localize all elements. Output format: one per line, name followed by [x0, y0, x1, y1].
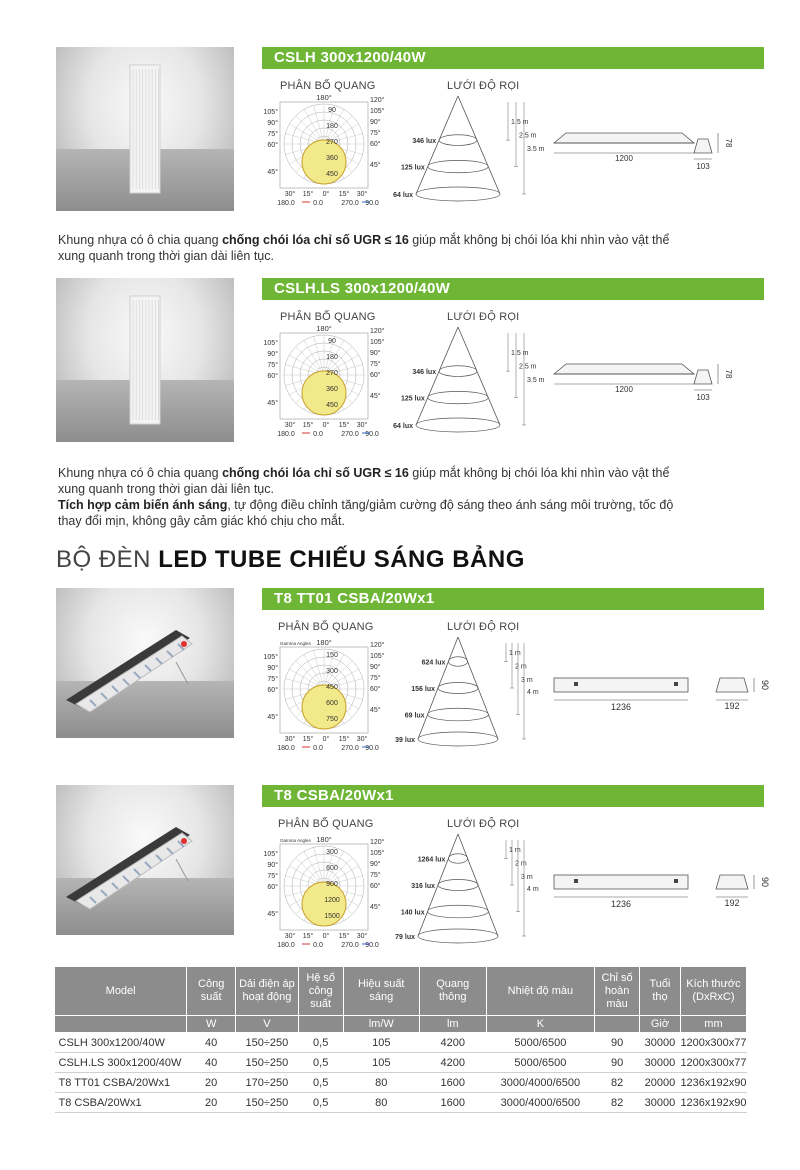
polar-angle-right: 90°: [370, 861, 381, 868]
polar-scale-value: 300: [326, 668, 338, 675]
lux-value: 316 lux: [411, 883, 435, 890]
table-cell: 82: [595, 1093, 640, 1113]
table-cell: 3000/4000/6500: [486, 1073, 595, 1093]
spec-table: [54, 966, 747, 1113]
column-header: Công suất: [187, 967, 236, 1016]
polar-angle-bottom: 15°: [302, 736, 314, 743]
sensor-feature: Tích hợp cảm biến ánh sáng: [58, 498, 228, 512]
table-cell: 20000: [640, 1073, 681, 1093]
table-cell: 80: [343, 1073, 419, 1093]
polar-angle-right: 90°: [370, 664, 381, 671]
lux-value: 39 lux: [395, 737, 415, 744]
polar-scale-value: 180: [326, 123, 338, 130]
unit-cell: K: [486, 1016, 595, 1033]
polar-legend-value: 90.0: [365, 431, 379, 438]
section-heading: BỘ ĐÈN LED TUBE CHIẾU SÁNG BẢNG: [56, 546, 525, 573]
product-photo: [56, 47, 234, 211]
column-header: Dải điện áp hoạt động: [236, 967, 299, 1016]
column-header: Chỉ số hoàn màu: [595, 967, 640, 1016]
column-header: Tuổi thọ: [640, 967, 681, 1016]
end-view: [694, 139, 712, 153]
polar-scale-value: 900: [326, 881, 338, 888]
polar-angle-left: 90°: [267, 120, 278, 127]
table-cell: 105: [343, 1053, 419, 1073]
illuminance-ring: [448, 854, 467, 863]
polar-angle-left: 45°: [267, 169, 278, 176]
polar-legend-value: 90.0: [365, 200, 379, 207]
illuminance-ring: [438, 880, 478, 891]
polar-diagram: [262, 834, 392, 952]
polar-diagram: [262, 637, 392, 755]
polar-scale-value: 1500: [324, 913, 340, 920]
gamma-label: Gamma Angles: [280, 641, 311, 646]
polar-angle-bottom: 15°: [338, 736, 350, 743]
table-cell: 5000/6500: [486, 1033, 595, 1053]
polar-scale-value: 270: [326, 370, 338, 377]
table-row: [55, 1073, 747, 1093]
polar-angle-left: 45°: [267, 714, 278, 721]
table-cell: 30000: [640, 1093, 681, 1113]
table-cell: 150÷250: [236, 1093, 299, 1113]
polar-angle-left: 60°: [267, 884, 278, 891]
width-dimension: 192: [724, 701, 740, 711]
polar-angle-bottom: 15°: [338, 191, 350, 198]
table-cell: 20: [187, 1093, 236, 1113]
polar-angle-bottom: 0°: [322, 736, 330, 743]
product-title: T8 CSBA/20Wx1: [262, 785, 764, 807]
intensity-curve: [302, 371, 346, 415]
polar-angle-bottom: 30°: [356, 933, 368, 940]
polar-angle-right: 45°: [370, 904, 381, 911]
polar-angle-left: 90°: [267, 665, 278, 672]
polar-angle-right: 120°: [370, 642, 385, 649]
mounting-height: 2 m: [515, 860, 527, 868]
table-cell: 30000: [640, 1033, 681, 1053]
polar-scale-value: 360: [326, 386, 338, 393]
polar-scale-value: 150: [326, 652, 338, 659]
lux-value: 156 lux: [411, 686, 435, 693]
polar-angle-left: 60°: [267, 373, 278, 380]
light-distribution-label: PHÂN BỐ QUANG: [278, 818, 374, 830]
dimension-drawing: [548, 676, 770, 756]
length-dimension: 1200: [615, 385, 633, 394]
polar-scale-value: 180: [326, 354, 338, 361]
polar-angle-left: 105°: [263, 654, 278, 661]
polar-legend-value: 180.0: [277, 745, 295, 752]
illuminance-ring: [418, 732, 498, 746]
polar-angle-right: 75°: [370, 675, 381, 682]
mounting-height: 3 m: [521, 873, 533, 881]
polar-diagram: [262, 324, 392, 445]
intensity-curve: [302, 140, 346, 184]
mounting-height: 3.5 m: [527, 377, 545, 384]
mounting-height: 3 m: [521, 676, 533, 684]
width-dimension: 192: [724, 898, 740, 908]
illuminance-ring: [418, 929, 498, 943]
table-cell: 90: [595, 1033, 640, 1053]
column-header: Hệ số công suất: [298, 967, 343, 1016]
polar-legend-value: 180.0: [277, 942, 295, 949]
table-cell: 80: [343, 1093, 419, 1113]
polar-angle-right: 60°: [370, 686, 381, 693]
table-cell: 3000/4000/6500: [486, 1093, 595, 1113]
polar-scale-value: 600: [326, 700, 338, 707]
polar-angle-bottom: 30°: [284, 191, 296, 198]
table-cell: 4200: [419, 1053, 486, 1073]
polar-angle-left: 60°: [267, 687, 278, 694]
dimension-drawing: [548, 131, 758, 211]
table-cell: 40: [187, 1033, 236, 1053]
end-view: [694, 370, 712, 384]
unit-cell: mm: [680, 1016, 746, 1033]
polar-legend-value: 90.0: [365, 745, 379, 752]
polar-angle-right: 105°: [370, 850, 385, 857]
polar-angle-right: 120°: [370, 328, 385, 335]
polar-angle-left: 105°: [263, 851, 278, 858]
polar-angle-bottom: 30°: [284, 422, 296, 429]
polar-angle-bottom: 0°: [322, 422, 330, 429]
polar-angle-right: 90°: [370, 119, 381, 126]
polar-angle-right: 45°: [370, 162, 381, 169]
polar-angle-right: 75°: [370, 130, 381, 137]
polar-scale-value: 90: [328, 338, 336, 345]
polar-legend-value: 0.0: [313, 431, 323, 438]
end-view: [716, 875, 748, 889]
polar-angle-right: 45°: [370, 707, 381, 714]
polar-legend-value: 270.0: [341, 745, 359, 752]
unit-cell: W: [187, 1016, 236, 1033]
table-cell: 40: [187, 1053, 236, 1073]
polar-angle-left: 90°: [267, 351, 278, 358]
polar-angle-left: 105°: [263, 109, 278, 116]
polar-angle-bottom: 15°: [302, 422, 314, 429]
product-title: CSLH.LS 300x1200/40W: [262, 278, 764, 300]
unit-cell: lm: [419, 1016, 486, 1033]
lux-value: 624 lux: [421, 659, 446, 667]
illuminance-cone: [390, 832, 540, 952]
polar-angle-top: 180°: [316, 638, 332, 647]
table-cell: 105: [343, 1033, 419, 1053]
column-header: Nhiệt độ màu: [486, 967, 595, 1016]
polar-angle-top: 180°: [316, 835, 332, 844]
height-dimension: 78: [724, 138, 733, 148]
polar-angle-bottom: 30°: [284, 736, 296, 743]
lux-value: 1264 lux: [417, 856, 446, 864]
polar-angle-right: 45°: [370, 393, 381, 400]
product-title: T8 TT01 CSBA/20Wx1: [262, 588, 764, 610]
polar-legend-value: 0.0: [313, 942, 323, 949]
table-cell: 5000/6500: [486, 1053, 595, 1073]
polar-scale-value: 450: [326, 402, 338, 409]
polar-angle-bottom: 15°: [338, 422, 350, 429]
table-row: [55, 1053, 747, 1073]
illuminance-grid-label: LƯỚI ĐỘ RỌI: [447, 621, 520, 633]
mounting-height: 1 m: [509, 847, 521, 855]
dimension-drawing: [548, 873, 770, 953]
illuminance-ring: [438, 683, 478, 694]
column-header: Hiệu suất sáng: [343, 967, 419, 1016]
table-cell: 1600: [419, 1093, 486, 1113]
unit-cell: [55, 1016, 187, 1033]
lux-value: 79 lux: [395, 934, 415, 941]
polar-angle-left: 75°: [267, 131, 278, 138]
mounting-height: 4 m: [527, 886, 539, 893]
product-photo: [56, 785, 234, 935]
polar-angle-bottom: 15°: [302, 933, 314, 940]
gamma-label: Gamma Angles: [280, 838, 311, 843]
polar-scale-value: 750: [326, 716, 338, 723]
polar-angle-left: 75°: [267, 362, 278, 369]
light-distribution-label: PHÂN BỐ QUANG: [280, 311, 376, 323]
polar-angle-left: 60°: [267, 142, 278, 149]
polar-angle-bottom: 0°: [322, 933, 330, 940]
table-cell: 1200x300x77: [680, 1033, 746, 1053]
model-cell: T8 CSBA/20Wx1: [55, 1093, 187, 1113]
illuminance-ring: [416, 418, 500, 432]
mounting-height: 3.5 m: [527, 146, 545, 153]
polar-scale-value: 90: [328, 107, 336, 114]
product-photo: [56, 278, 234, 442]
polar-angle-right: 60°: [370, 372, 381, 379]
polar-scale-value: 450: [326, 684, 338, 691]
light-distribution-label: PHÂN BỐ QUANG: [278, 621, 374, 633]
light-distribution-label: PHÂN BỐ QUANG: [280, 80, 376, 92]
table-cell: 0,5: [298, 1053, 343, 1073]
illuminance-ring: [428, 160, 488, 172]
mounting-height: 4 m: [527, 689, 539, 696]
illuminance-ring: [439, 366, 477, 377]
mounting-height: 2.5 m: [519, 363, 537, 371]
product-photo: [56, 588, 234, 738]
polar-angle-right: 75°: [370, 361, 381, 368]
height-dimension: 90: [760, 876, 770, 888]
unit-cell: lm/W: [343, 1016, 419, 1033]
polar-angle-left: 75°: [267, 873, 278, 880]
mounting-height: 1 m: [509, 650, 521, 658]
lux-value: 125 lux: [401, 395, 425, 403]
illuminance-ring: [428, 391, 488, 403]
polar-angle-right: 90°: [370, 350, 381, 357]
luminaire-image: [66, 630, 190, 708]
height-dimension: 78: [724, 369, 733, 379]
polar-scale-value: 1200: [324, 897, 340, 904]
table-cell: 1236x192x90: [680, 1073, 746, 1093]
unit-cell: [298, 1016, 343, 1033]
polar-angle-bottom: 15°: [338, 933, 350, 940]
end-view: [716, 678, 748, 692]
table-cell: 150÷250: [236, 1033, 299, 1053]
polar-angle-right: 60°: [370, 883, 381, 890]
polar-angle-bottom: 15°: [302, 191, 314, 198]
description-cslh-ls: Khung nhựa có ô chia quang chống chói lóa chỉ số UGR ≤ 16 giúp mắt không bị chói lóa khi nhìn vào vật thể xung quanh trong thời gian dài liên tục. Tích hợp cảm biến ánh sáng, tự động điều chỉnh tăng/giảm cường độ sáng theo ánh sáng môi trường, tốc độ thay đổi mịn, không gây cảm giác khó chịu cho mắt.: [58, 466, 674, 528]
table-row: [55, 1093, 747, 1113]
table-cell: 0,5: [298, 1093, 343, 1113]
intensity-curve: [302, 685, 346, 729]
polar-angle-bottom: 30°: [356, 736, 368, 743]
illuminance-cone: [390, 94, 545, 214]
illuminance-ring: [439, 135, 477, 146]
illuminance-grid-label: LƯỚI ĐỘ RỌI: [447, 311, 520, 323]
table-cell: 0,5: [298, 1033, 343, 1053]
column-header: Model: [55, 967, 187, 1016]
polar-angle-bottom: 0°: [322, 191, 330, 198]
table-cell: 1200x300x77: [680, 1053, 746, 1073]
model-cell: CSLH.LS 300x1200/40W: [55, 1053, 187, 1073]
lux-value: 125 lux: [401, 164, 425, 172]
polar-scale-value: 600: [326, 865, 338, 872]
table-cell: 30000: [640, 1053, 681, 1073]
polar-angle-right: 120°: [370, 97, 385, 104]
polar-angle-bottom: 30°: [356, 422, 368, 429]
mounting-height: 2 m: [515, 663, 527, 671]
mounting-height: 1.5 m: [511, 350, 529, 358]
table-cell: 1600: [419, 1073, 486, 1093]
table-cell: 150÷250: [236, 1053, 299, 1073]
mounting-height: 1.5 m: [511, 119, 529, 127]
polar-scale-value: 300: [326, 849, 338, 856]
polar-angle-right: 105°: [370, 339, 385, 346]
luminaire-image: [66, 827, 190, 905]
column-header: Kích thước (DxRxC): [680, 967, 746, 1016]
illuminance-grid-label: LƯỚI ĐỘ RỌI: [447, 80, 520, 92]
illuminance-ring: [416, 187, 500, 201]
illuminance-cone: [390, 325, 545, 445]
width-dimension: 103: [696, 162, 710, 171]
product-title: CSLH 300x1200/40W: [262, 47, 764, 69]
polar-legend-value: 0.0: [313, 745, 323, 752]
dimension-drawing: [548, 362, 758, 442]
lux-value: 64 lux: [393, 423, 413, 430]
polar-angle-top: 180°: [316, 93, 332, 102]
polar-legend-value: 90.0: [365, 942, 379, 949]
side-view: [554, 133, 694, 143]
height-dimension: 90: [760, 679, 770, 691]
length-dimension: 1236: [610, 702, 632, 712]
table-cell: 170÷250: [236, 1073, 299, 1093]
model-cell: T8 TT01 CSBA/20Wx1: [55, 1073, 187, 1093]
lux-value: 346 lux: [412, 138, 437, 146]
illuminance-ring: [448, 657, 467, 666]
polar-angle-bottom: 30°: [284, 933, 296, 940]
table-cell: 4200: [419, 1033, 486, 1053]
polar-diagram: [262, 93, 392, 214]
table-cell: 0,5: [298, 1073, 343, 1093]
polar-angle-top: 180°: [316, 324, 332, 333]
illuminance-ring: [428, 905, 489, 918]
polar-angle-left: 105°: [263, 340, 278, 347]
table-cell: 82: [595, 1073, 640, 1093]
table-cell: 20: [187, 1073, 236, 1093]
polar-angle-left: 90°: [267, 862, 278, 869]
unit-cell: [595, 1016, 640, 1033]
polar-legend-value: 270.0: [341, 431, 359, 438]
polar-angle-right: 120°: [370, 839, 385, 846]
width-dimension: 103: [696, 393, 710, 402]
polar-scale-value: 270: [326, 139, 338, 146]
polar-angle-right: 75°: [370, 872, 381, 879]
description-cslh: Khung nhựa có ô chia quang chống chói lóa chỉ số UGR ≤ 16 giúp mắt không bị chói lóa khi nhìn vào vật thể xung quanh trong thời gian dài liên tục.: [58, 233, 670, 263]
table-row: [55, 1033, 747, 1053]
polar-legend-value: 180.0: [277, 200, 295, 207]
illuminance-ring: [428, 708, 489, 721]
lux-value: 64 lux: [393, 192, 413, 199]
lux-value: 69 lux: [404, 712, 425, 720]
polar-angle-left: 75°: [267, 676, 278, 683]
column-header: Quang thông: [419, 967, 486, 1016]
polar-angle-bottom: 30°: [356, 191, 368, 198]
unit-cell: Giờ: [640, 1016, 681, 1033]
polar-scale-value: 360: [326, 155, 338, 162]
polar-angle-right: 105°: [370, 653, 385, 660]
polar-scale-value: 450: [326, 171, 338, 178]
polar-angle-left: 45°: [267, 400, 278, 407]
polar-legend-value: 0.0: [313, 200, 323, 207]
polar-legend-value: 180.0: [277, 431, 295, 438]
model-cell: CSLH 300x1200/40W: [55, 1033, 187, 1053]
table-cell: 1236x192x90: [680, 1093, 746, 1113]
polar-angle-left: 45°: [267, 911, 278, 918]
polar-angle-right: 60°: [370, 141, 381, 148]
table-cell: 90: [595, 1053, 640, 1073]
side-view: [554, 364, 694, 374]
polar-legend-value: 270.0: [341, 200, 359, 207]
length-dimension: 1236: [610, 899, 632, 909]
polar-angle-right: 105°: [370, 108, 385, 115]
lux-value: 346 lux: [412, 369, 437, 377]
lux-value: 140 lux: [400, 909, 425, 917]
illuminance-cone: [390, 635, 540, 755]
mounting-height: 2.5 m: [519, 132, 537, 140]
unit-cell: V: [236, 1016, 299, 1033]
length-dimension: 1200: [615, 154, 633, 163]
illuminance-grid-label: LƯỚI ĐỘ RỌI: [447, 818, 520, 830]
polar-legend-value: 270.0: [341, 942, 359, 949]
